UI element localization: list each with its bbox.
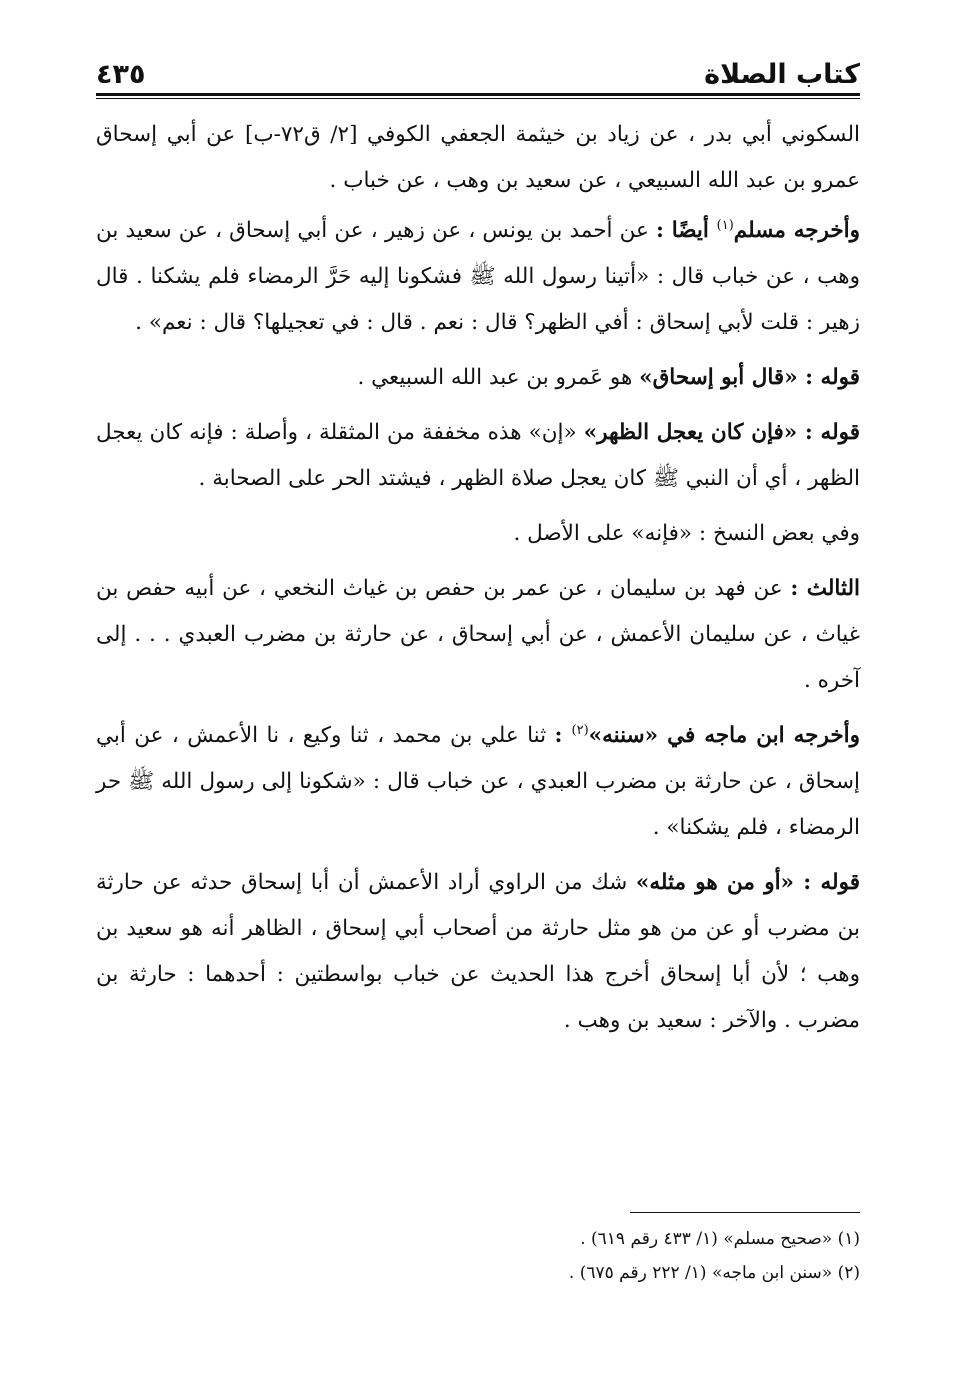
running-title: كتاب الصلاة xyxy=(704,59,860,90)
page-header xyxy=(96,42,860,90)
footnote: (١) «صحيح مسلم» (١/ ٤٣٣ رقم ٦١٩) . xyxy=(580,1229,860,1249)
header-rule-thick xyxy=(96,93,860,96)
paragraph-text: عن فهد بن سليمان ، عن عمر بن حفص بن غياث النخعي ، عن أبيه حفص بن غياث ، عن سليمان الأعمش ، عن أبي إسحاق ، عن حارثة بن مضرب العبدي . . . إلى آخره . xyxy=(96,576,860,693)
paragraph xyxy=(96,355,860,401)
paragraph-lead: الثالث : xyxy=(790,576,860,601)
paragraph-lead: قوله : «أو من هو مثله» xyxy=(635,870,860,895)
footnote-ref[interactable]: (١) xyxy=(716,217,734,233)
paragraph-lead: قوله : «قال أبو إسحاق» xyxy=(639,365,860,390)
book-page xyxy=(96,0,860,1378)
paragraph-lead-suffix: أيضًا : xyxy=(655,218,717,243)
paragraph xyxy=(96,713,860,851)
paragraph-text: السكوني أبي بدر ، عن زياد بن خيثمة الجعفي الكوفي [٢/ ق٧٢-ب] عن أبي إسحاق عمرو بن عبد الله السبيعي ، عن سعيد بن وهب ، عن خباب . xyxy=(96,122,860,193)
footnote: (٢) «سنن ابن ماجه» (١/ ٢٢٢ رقم ٦٧٥) . xyxy=(568,1263,860,1283)
paragraph xyxy=(96,511,860,557)
paragraph-text: شك من الراوي أراد الأعمش أن أبا إسحاق حدثه عن حارثة بن مضرب أو عن من هو مثل حارثة من أصحاب أبي إسحاق ، الظاهر أنه هو سعيد بن وهب ؛ لأن أبا إسحاق أخرج هذا الحديث عن خباب بواسطتين : أحدهما : حارثة بن مضرب . والآخر : سعيد بن وهب . xyxy=(96,870,860,1033)
paragraph xyxy=(96,410,860,502)
paragraph xyxy=(96,566,860,704)
paragraph xyxy=(96,112,860,204)
paragraph xyxy=(96,208,860,346)
paragraph-lead: وأخرجه مسلم xyxy=(733,218,861,243)
paragraph xyxy=(96,860,860,1044)
footnote-separator xyxy=(630,1212,860,1213)
footnotes xyxy=(96,1222,860,1290)
header-rule-thin xyxy=(96,98,860,99)
paragraph-lead: وأخرجه ابن ماجه في «سننه» xyxy=(588,723,860,748)
paragraph-text: وفي بعض النسخ : «فإنه» على الأصل . xyxy=(513,521,860,546)
paragraph-lead-suffix: : xyxy=(554,723,572,748)
paragraph-lead: قوله : «فإن كان يعجل الظهر» xyxy=(583,420,861,445)
footnote-ref[interactable]: (٢) xyxy=(571,722,589,738)
paragraph-text: هو عَمرو بن عبد الله السبيعي . xyxy=(357,365,640,390)
page-number: ٤٣٥ xyxy=(96,59,146,90)
paragraph-text: «إن» هذه مخففة من المثقلة ، وأصلة : فإنه كان يعجل الظهر ، أي أن النبي ﷺ كان يعجل صلاة الظهر ، فيشتد الحر على الصحابة . xyxy=(96,420,860,491)
paragraph-text: عن أحمد بن يونس ، عن زهير ، عن أبي إسحاق ، عن سعيد بن وهب ، عن خباب قال : «أتينا رسول الله ﷺ فشكونا إليه حَرَّ الرمضاء فلم يشكنا . قال زهير : قلت لأبي إسحاق : أفي الظهر؟ قال : نعم . قال : في تعجيلها؟ قال : نعم» . xyxy=(96,218,860,335)
paragraph-text: ثنا علي بن محمد ، ثنا وكيع ، نا الأعمش ، عن أبي إسحاق ، عن حارثة بن مضرب العبدي ، عن خباب قال : «شكونا إلى رسول الله ﷺ حر الرمضاء ، فلم يشكنا» . xyxy=(96,723,860,840)
body-text xyxy=(96,112,860,1053)
